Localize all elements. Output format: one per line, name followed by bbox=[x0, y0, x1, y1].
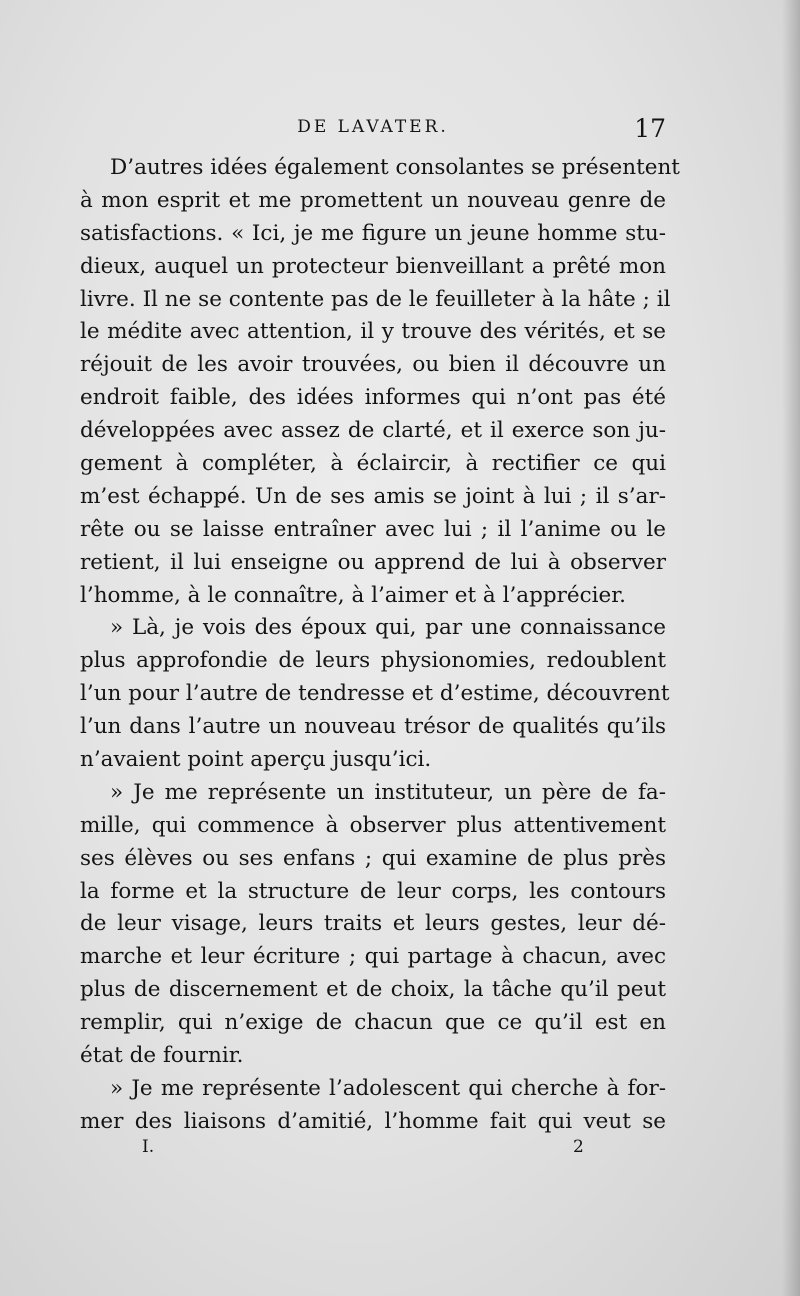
text-line: » Je me représente un instituteur, un père de fa- bbox=[110, 779, 666, 805]
text-line: plus de discernement et de choix, la tâche qu’il peut bbox=[80, 977, 666, 1003]
running-title: DE LAVATER. bbox=[297, 117, 449, 137]
body-text bbox=[80, 152, 680, 1139]
text-line: l’un dans l’autre un nouveau trésor de qualités qu’ils bbox=[80, 714, 666, 740]
text-line: livre. Il ne se contente pas de le feuilleter à la hâte ; il bbox=[80, 286, 671, 312]
text-line: état de fournir. bbox=[80, 1043, 244, 1069]
text-line: marche et leur écriture ; qui partage à chacun, avec bbox=[80, 944, 666, 970]
text-line: m’est échappé. Un de ses amis se joint à lui ; il s’ar- bbox=[80, 483, 666, 509]
text-line: dieux, auquel un protecteur bienveillant a prêté mon bbox=[80, 253, 666, 279]
text-line: réjouit de les avoir trouvées, ou bien il découvre un bbox=[80, 352, 666, 378]
text-line: » Je me représente l’adolescent qui cherche à for- bbox=[110, 1075, 666, 1101]
text-line: endroit faible, des idées informes qui n’ont pas été bbox=[80, 385, 666, 411]
text-line: l’homme, à le connaître, à l’aimer et à l’apprécier. bbox=[80, 582, 627, 608]
text-line: satisfactions. « Ici, je me figure un jeune homme stu- bbox=[80, 220, 666, 246]
text-line: de leur visage, leurs traits et leurs gestes, leur dé- bbox=[80, 911, 666, 937]
text-line: retient, il lui enseigne ou apprend de lui à observer bbox=[80, 549, 666, 575]
text-line: » Là, je vois des époux qui, par une connaissance bbox=[110, 615, 666, 641]
text-line: remplir, qui n’exige de chacun que ce qu’il est en bbox=[80, 1010, 666, 1036]
text-line: rête ou se laisse entraîner avec lui ; il l’anime ou le bbox=[80, 516, 666, 542]
page-edge-shadow bbox=[782, 0, 800, 1296]
text-line: n’avaient point aperçu jusqu’ici. bbox=[80, 747, 432, 773]
text-line: mer des liaisons d’amitié, l’homme fait qui veut se bbox=[80, 1108, 666, 1134]
page-footer bbox=[80, 1137, 666, 1165]
text-line: mille, qui commence à observer plus attentivement bbox=[80, 812, 666, 838]
text-line: plus approfondie de leurs physionomies, redoublent bbox=[80, 648, 666, 674]
text-line: gement à compléter, à éclaircir, à rectifier ce qui bbox=[80, 451, 666, 477]
text-line: développées avec assez de clarté, et il exerce son ju- bbox=[80, 418, 666, 444]
volume-mark: I. bbox=[142, 1137, 155, 1157]
text-line: l’un pour l’autre de tendresse et d’estime, découvrent bbox=[80, 681, 670, 707]
text-line: la forme et la structure de leur corps, les contours bbox=[80, 878, 666, 904]
text-line: à mon esprit et me promettent un nouveau genre de bbox=[80, 187, 666, 213]
page-number: 17 bbox=[634, 114, 666, 143]
text-line: D’autres idées également consolantes se présentent bbox=[110, 155, 680, 180]
text-line: le médite avec attention, il y trouve des vérités, et se bbox=[80, 319, 666, 345]
signature-mark: 2 bbox=[573, 1137, 584, 1157]
running-head bbox=[80, 114, 666, 147]
text-line: ses élèves ou ses enfans ; qui examine de plus près bbox=[80, 845, 666, 871]
